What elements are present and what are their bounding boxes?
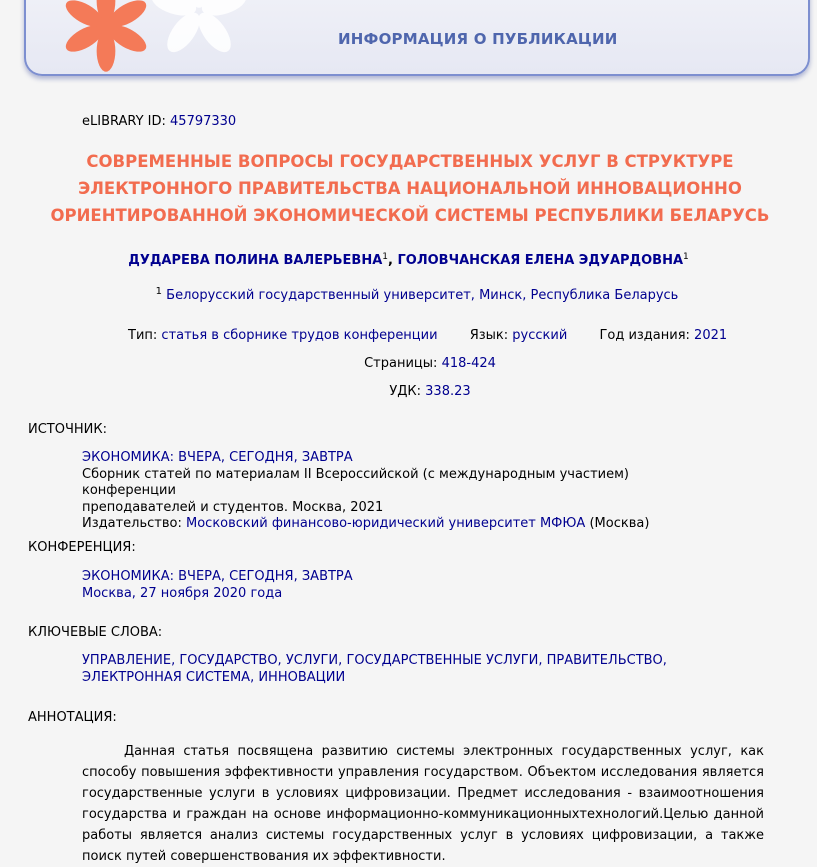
author-link[interactable]: ДУДАРЕВА ПОЛИНА ВАЛЕРЬЕВНА — [128, 253, 383, 268]
year-label: Год издания: — [599, 328, 690, 343]
annotation-text: Данная статья посвящена развитию системы электронных государственных услуг, как способу повышения эффективности управления государством. Объектом исследования является государственные услуги в условиях цифровизации. Предмет исследования - взаимоотношения государства и граждан на основе информационно-коммуникационныхтехнологий.Целью данной работы является анализ системы государственных услуг в условиях цифровизации, а также поиск путей совершенствования их эффективности. — [82, 744, 764, 864]
affiliation-link[interactable]: Белорусский государственный университет, Минск, Республика Беларусь — [166, 288, 679, 303]
keyword-separator: , — [662, 653, 667, 668]
type-value: статья в сборнике трудов конференции — [161, 328, 438, 343]
keyword-link[interactable]: ГОСУДАРСТВЕННЫЕ УСЛУГИ — [346, 653, 539, 668]
header-title: ИНФОРМАЦИЯ О ПУБЛИКАЦИИ — [338, 30, 618, 48]
keyword-separator: , — [538, 653, 547, 668]
title-line: ЭЛЕКТРОННОГО ПРАВИТЕЛЬСТВА НАЦИОНАЛЬНОЙ ИННОВАЦИОННО — [78, 179, 742, 198]
type-label: Тип: — [128, 328, 158, 343]
keyword-separator: , — [171, 653, 180, 668]
header-banner — [24, 0, 810, 76]
publication-title — [40, 148, 780, 229]
author-link[interactable]: ГОЛОВЧАНСКАЯ ЕЛЕНА ЭДУАРДОВНА — [397, 253, 684, 268]
lang-label: Язык: — [469, 328, 509, 343]
elibrary-id — [82, 114, 236, 129]
title-line: ОРИЕНТИРОВАННОЙ ЭКОНОМИЧЕСКОЙ СИСТЕМЫ РЕСПУБЛИКИ БЕЛАРУСЬ — [50, 206, 770, 225]
keyword-separator: , — [277, 653, 286, 668]
keywords-label: КЛЮЧЕВЫЕ СЛОВА: — [28, 625, 163, 640]
pages-value: 418-424 — [441, 356, 496, 371]
affiliation — [0, 286, 817, 303]
publication-meta — [128, 328, 727, 343]
pages — [0, 356, 817, 371]
year-value: 2021 — [694, 328, 728, 343]
title-line: СОВРЕМЕННЫЕ ВОПРОСЫ ГОСУДАРСТВЕННЫХ УСЛУГ В СТРУКТУРЕ — [86, 152, 734, 171]
source-label: ИСТОЧНИК: — [28, 422, 107, 437]
conference-block — [82, 569, 712, 602]
conference-place-date: Москва, 27 ноября 2020 года — [82, 585, 283, 601]
author-separator: , — [388, 253, 398, 268]
keyword-separator: , — [250, 669, 259, 685]
annotation-label: АННОТАЦИЯ: — [28, 710, 117, 725]
udk-value: 338.23 — [425, 384, 471, 399]
publisher-label: Издательство: — [82, 516, 182, 531]
keyword-link[interactable]: ПРАВИТЕЛЬСТВО — [546, 653, 663, 668]
keyword-link[interactable]: УПРАВЛЕНИЕ — [82, 653, 172, 668]
keyword-link[interactable]: УСЛУГИ — [285, 653, 339, 668]
keyword-link[interactable]: ИННОВАЦИИ — [258, 669, 346, 685]
affiliation-sup: 1 — [155, 286, 163, 297]
pages-label: Страницы: — [364, 356, 438, 371]
conference-label: КОНФЕРЕНЦИЯ: — [28, 540, 136, 555]
author-affil-sup: 1 — [382, 252, 389, 262]
elibrary-id-label: eLIBRARY ID: — [82, 114, 166, 129]
source-desc-line: Сборник статей по материалам II Всероссийской (с международным участием) конференции — [82, 466, 629, 498]
flower-logo-icon — [54, 0, 158, 76]
source-desc-line: преподавателей и студентов. Москва, 2021 — [82, 499, 384, 515]
author-affil-sup: 1 — [683, 252, 689, 262]
udk — [0, 384, 817, 399]
keyword-link[interactable]: ГОСУДАРСТВО — [179, 653, 278, 668]
udk-label: УДК: — [389, 384, 422, 399]
publisher-link[interactable]: Московский финансово-юридический университет МФЮА — [186, 516, 586, 531]
keyword-separator: , — [338, 653, 347, 668]
lang-value: русский — [512, 328, 568, 343]
keywords-list — [82, 653, 702, 686]
publisher-row — [82, 516, 712, 533]
decorative-flower-icon — [144, 0, 254, 66]
source-block — [82, 450, 712, 533]
elibrary-id-value[interactable]: 45797330 — [170, 114, 237, 129]
publisher-city: (Москва) — [589, 516, 650, 531]
keyword-link[interactable]: ЭЛЕКТРОННАЯ СИСТЕМА — [82, 669, 251, 685]
source-name-link[interactable]: ЭКОНОМИКА: ВЧЕРА, СЕГОДНЯ, ЗАВТРА — [82, 450, 353, 465]
conference-name-link[interactable]: ЭКОНОМИКА: ВЧЕРА, СЕГОДНЯ, ЗАВТРА — [82, 569, 353, 584]
authors — [0, 252, 817, 268]
